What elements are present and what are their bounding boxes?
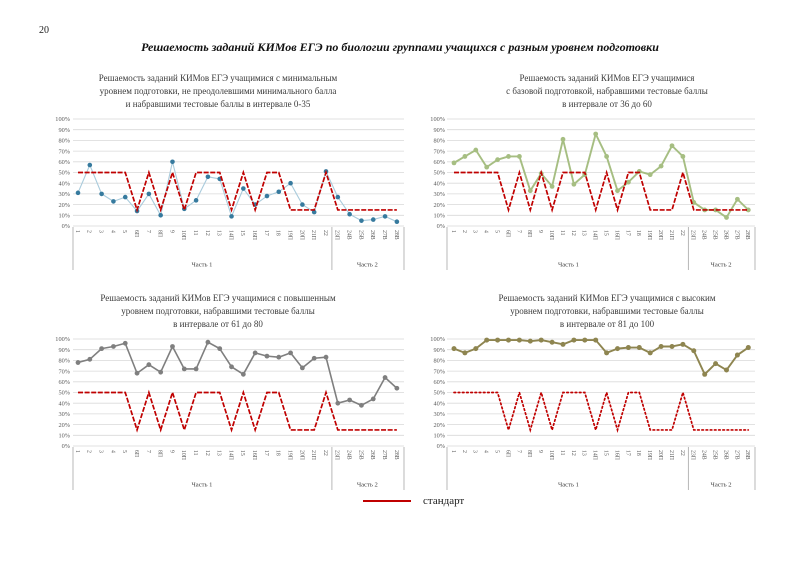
svg-text:18: 18 — [635, 230, 642, 236]
chart-title — [417, 290, 797, 334]
svg-text:21П: 21П — [310, 230, 317, 240]
chart-title-line: в интервале от 36 до 60 — [562, 99, 652, 109]
svg-text:6П: 6П — [504, 230, 511, 238]
chart-plot — [417, 114, 797, 274]
svg-text:20%: 20% — [433, 421, 445, 429]
svg-text:20%: 20% — [58, 421, 70, 429]
svg-text:2: 2 — [85, 230, 92, 233]
svg-text:25В: 25В — [711, 450, 718, 460]
svg-text:21П: 21П — [667, 230, 674, 240]
svg-text:10%: 10% — [433, 212, 445, 220]
svg-text:18: 18 — [274, 450, 281, 456]
svg-text:90%: 90% — [58, 126, 70, 134]
svg-text:27В: 27В — [733, 450, 740, 460]
x-axis-labels — [74, 450, 399, 461]
svg-text:17: 17 — [624, 230, 631, 236]
svg-text:16П: 16П — [251, 230, 258, 240]
svg-text:12: 12 — [203, 450, 210, 456]
svg-text:16П: 16П — [251, 450, 258, 460]
svg-text:14П: 14П — [227, 450, 234, 460]
chart-advanced-level — [28, 290, 408, 496]
svg-text:11: 11 — [558, 230, 565, 236]
svg-text:20П: 20П — [657, 230, 663, 240]
svg-text:80%: 80% — [433, 137, 445, 145]
part1-label: Часть 1 — [557, 481, 579, 489]
svg-text:27В: 27В — [733, 230, 740, 240]
svg-text:9: 9 — [537, 450, 544, 453]
svg-text:10П: 10П — [548, 230, 554, 240]
svg-text:18: 18 — [274, 230, 281, 236]
svg-text:0%: 0% — [436, 443, 445, 451]
svg-text:1: 1 — [73, 450, 80, 453]
svg-text:4: 4 — [109, 230, 116, 233]
svg-text:27В: 27В — [380, 230, 387, 240]
part2-label: Часть 2 — [710, 481, 732, 489]
part-brackets — [447, 227, 755, 270]
svg-text:20%: 20% — [58, 201, 70, 209]
svg-text:14П: 14П — [591, 450, 598, 460]
svg-text:1: 1 — [449, 450, 456, 453]
svg-text:11: 11 — [558, 450, 565, 456]
svg-text:10П: 10П — [548, 450, 554, 460]
svg-text:80%: 80% — [58, 357, 70, 365]
svg-text:19П: 19П — [286, 230, 293, 240]
svg-text:22: 22 — [321, 450, 328, 456]
svg-text:70%: 70% — [433, 148, 445, 156]
page-title: Решаемость заданий КИМов ЕГЭ по биологии группами учащихся с разным уровнем подготовки — [141, 40, 659, 54]
svg-text:40%: 40% — [58, 180, 70, 188]
part-brackets — [73, 447, 404, 490]
part1-label: Часть 1 — [191, 481, 213, 489]
svg-text:24В: 24В — [700, 230, 707, 240]
y-axis-labels — [430, 116, 445, 230]
svg-text:17: 17 — [262, 230, 269, 236]
svg-text:80%: 80% — [433, 357, 445, 365]
svg-text:0%: 0% — [61, 223, 70, 231]
chart-title-line: с базовой подготовкой, набравшими тестовые баллы — [506, 86, 708, 96]
svg-text:16П: 16П — [613, 230, 620, 240]
svg-text:9: 9 — [168, 230, 175, 233]
svg-text:20П: 20П — [298, 450, 305, 460]
svg-text:24В: 24В — [700, 450, 707, 460]
svg-text:0%: 0% — [61, 443, 70, 451]
svg-text:100%: 100% — [430, 116, 445, 124]
svg-text:19П: 19П — [646, 450, 653, 460]
svg-text:100%: 100% — [430, 336, 445, 344]
svg-text:60%: 60% — [433, 159, 445, 166]
y-axis-labels — [430, 336, 445, 450]
svg-text:4: 4 — [482, 230, 489, 233]
svg-text:15: 15 — [602, 230, 609, 236]
chart-base-level — [417, 70, 797, 276]
svg-text:3: 3 — [97, 450, 104, 453]
legend-label: стандарт — [423, 495, 465, 507]
svg-text:9: 9 — [168, 450, 175, 453]
svg-text:70%: 70% — [58, 368, 70, 376]
x-axis-labels — [450, 450, 750, 461]
svg-text:7: 7 — [144, 450, 151, 453]
svg-text:23П: 23П — [689, 230, 696, 240]
svg-text:8П: 8П — [156, 230, 163, 238]
svg-text:3: 3 — [471, 450, 478, 453]
svg-text:25В: 25В — [357, 230, 364, 240]
svg-text:20%: 20% — [433, 201, 445, 209]
svg-text:27В: 27В — [380, 450, 387, 460]
svg-text:10П: 10П — [180, 450, 187, 460]
svg-text:19П: 19П — [286, 450, 293, 460]
svg-text:7: 7 — [515, 450, 522, 453]
svg-text:2: 2 — [85, 450, 92, 453]
svg-text:20П: 20П — [298, 230, 305, 240]
svg-text:26В: 26В — [722, 450, 729, 460]
svg-text:0%: 0% — [436, 223, 445, 231]
svg-text:5: 5 — [493, 450, 500, 453]
svg-text:30%: 30% — [433, 191, 445, 199]
y-axis-labels — [55, 336, 70, 450]
chart-title-line: в интервале от 61 до 80 — [173, 319, 263, 329]
svg-text:50%: 50% — [58, 169, 70, 177]
svg-text:18: 18 — [635, 450, 642, 456]
x-axis-labels — [450, 230, 750, 241]
svg-text:20П: 20П — [657, 450, 663, 460]
svg-text:80%: 80% — [58, 137, 70, 145]
chart-title-line: и набравшими тестовые баллы в интервале 0-35 — [125, 99, 311, 109]
svg-text:10%: 10% — [433, 432, 445, 440]
legend-line-standard — [363, 500, 411, 502]
svg-text:90%: 90% — [433, 346, 445, 354]
svg-text:26В: 26В — [369, 230, 376, 240]
svg-text:17: 17 — [262, 450, 269, 456]
svg-text:13: 13 — [215, 450, 222, 456]
svg-text:28В: 28В — [392, 450, 399, 460]
svg-text:16П: 16П — [613, 450, 620, 460]
svg-text:11: 11 — [192, 230, 198, 236]
svg-text:12: 12 — [569, 230, 576, 236]
svg-text:5: 5 — [121, 450, 128, 453]
svg-text:21П: 21П — [667, 450, 674, 460]
svg-text:7: 7 — [515, 230, 522, 233]
svg-text:28В: 28В — [744, 450, 751, 460]
svg-text:13: 13 — [215, 230, 222, 236]
svg-text:15: 15 — [239, 230, 246, 236]
gridlines — [73, 339, 404, 446]
svg-text:30%: 30% — [433, 411, 445, 419]
svg-text:8П: 8П — [156, 450, 163, 458]
svg-text:2: 2 — [460, 230, 467, 233]
svg-text:26В: 26В — [369, 450, 376, 460]
part1-label: Часть 1 — [557, 261, 579, 269]
part2-label: Часть 2 — [710, 261, 732, 269]
svg-text:60%: 60% — [433, 379, 445, 386]
svg-text:24В: 24В — [345, 450, 352, 460]
chart-minimal-level — [28, 70, 408, 276]
chart-legend — [363, 495, 464, 507]
svg-text:3: 3 — [471, 230, 478, 233]
svg-text:3: 3 — [97, 230, 104, 233]
svg-text:23П: 23П — [689, 450, 696, 460]
chart-title-line: уровнем подготовки, набравшими тестовые баллы — [510, 306, 704, 316]
svg-text:4: 4 — [482, 450, 489, 453]
svg-text:1: 1 — [449, 230, 456, 233]
svg-text:40%: 40% — [433, 180, 445, 188]
svg-text:50%: 50% — [58, 389, 70, 397]
svg-text:5: 5 — [121, 230, 128, 233]
svg-text:23П: 23П — [333, 450, 340, 460]
svg-text:13: 13 — [580, 450, 587, 456]
gridlines — [73, 119, 404, 226]
chart-title — [28, 290, 408, 334]
chart-plot — [28, 334, 408, 494]
svg-text:26В: 26В — [722, 230, 729, 240]
svg-text:21П: 21П — [310, 450, 317, 460]
svg-text:60%: 60% — [58, 159, 70, 166]
svg-text:9: 9 — [537, 230, 544, 233]
svg-text:100%: 100% — [55, 116, 70, 124]
svg-text:6П: 6П — [504, 450, 511, 458]
chart-plot — [28, 114, 408, 274]
chart-title-line: уровнем подготовки, набравшими тестовые баллы — [121, 306, 315, 316]
svg-text:2: 2 — [460, 450, 467, 453]
svg-text:40%: 40% — [433, 400, 445, 408]
svg-text:40%: 40% — [58, 400, 70, 408]
svg-text:12: 12 — [569, 450, 576, 456]
svg-text:10%: 10% — [58, 212, 70, 220]
svg-text:14П: 14П — [591, 230, 598, 240]
svg-text:50%: 50% — [433, 389, 445, 397]
chart-title — [417, 70, 797, 114]
svg-text:6П: 6П — [132, 230, 139, 238]
chart-title-line: уровнем подготовки, не преодолевшими минимального балла — [99, 86, 337, 96]
svg-text:50%: 50% — [433, 169, 445, 177]
svg-text:8П: 8П — [526, 230, 533, 238]
svg-text:7: 7 — [144, 230, 151, 233]
chart-title-line: Решаемость заданий КИМов ЕГЭ учащимися с минимальным — [98, 73, 338, 83]
chart-title-line: Решаемость заданий КИМов ЕГЭ учащимися с высоким — [498, 293, 716, 303]
svg-text:10П: 10П — [180, 230, 187, 240]
chart-plot — [417, 334, 797, 494]
part1-label: Часть 1 — [191, 261, 213, 269]
part2-label: Часть 2 — [356, 261, 378, 269]
svg-text:30%: 30% — [58, 411, 70, 419]
page-number: 20 — [39, 25, 49, 36]
svg-text:22: 22 — [321, 230, 328, 236]
chart-title — [28, 70, 408, 114]
svg-text:12: 12 — [203, 230, 210, 236]
svg-text:5: 5 — [493, 230, 500, 233]
chart-title-line: Решаемость заданий КИМов ЕГЭ учащимися — [519, 73, 695, 83]
svg-text:90%: 90% — [58, 346, 70, 354]
svg-text:70%: 70% — [433, 368, 445, 376]
part2-label: Часть 2 — [356, 481, 378, 489]
chart-title-line: Решаемость заданий КИМов ЕГЭ учащимися с повышенным — [100, 293, 336, 303]
svg-text:25В: 25В — [357, 450, 364, 460]
svg-text:28В: 28В — [392, 230, 399, 240]
svg-text:4: 4 — [109, 450, 116, 453]
svg-text:6П: 6П — [132, 450, 139, 458]
svg-text:28В: 28В — [744, 230, 751, 240]
svg-text:22: 22 — [678, 450, 685, 456]
svg-text:8П: 8П — [526, 450, 533, 458]
x-axis-labels — [74, 230, 399, 241]
svg-text:90%: 90% — [433, 126, 445, 134]
chart-high-level — [417, 290, 797, 496]
svg-text:25В: 25В — [711, 230, 718, 240]
svg-text:15: 15 — [602, 450, 609, 456]
svg-text:13: 13 — [580, 230, 587, 236]
svg-text:15: 15 — [239, 450, 246, 456]
svg-text:11: 11 — [192, 450, 198, 456]
svg-text:1: 1 — [73, 230, 80, 233]
svg-text:60%: 60% — [58, 379, 70, 386]
svg-text:10%: 10% — [58, 432, 70, 440]
part-brackets — [447, 447, 755, 490]
svg-text:23П: 23П — [333, 230, 340, 240]
svg-text:19П: 19П — [646, 230, 653, 240]
chart-title-line: в интервале от 81 до 100 — [559, 319, 655, 329]
svg-text:30%: 30% — [58, 191, 70, 199]
svg-text:17: 17 — [624, 450, 631, 456]
svg-text:24В: 24В — [345, 230, 352, 240]
svg-text:14П: 14П — [227, 230, 234, 240]
series-36-60 — [452, 132, 751, 220]
y-axis-labels — [55, 116, 70, 230]
part-brackets — [73, 227, 404, 270]
svg-text:100%: 100% — [55, 336, 70, 344]
svg-text:22: 22 — [678, 230, 685, 236]
svg-text:70%: 70% — [58, 148, 70, 156]
